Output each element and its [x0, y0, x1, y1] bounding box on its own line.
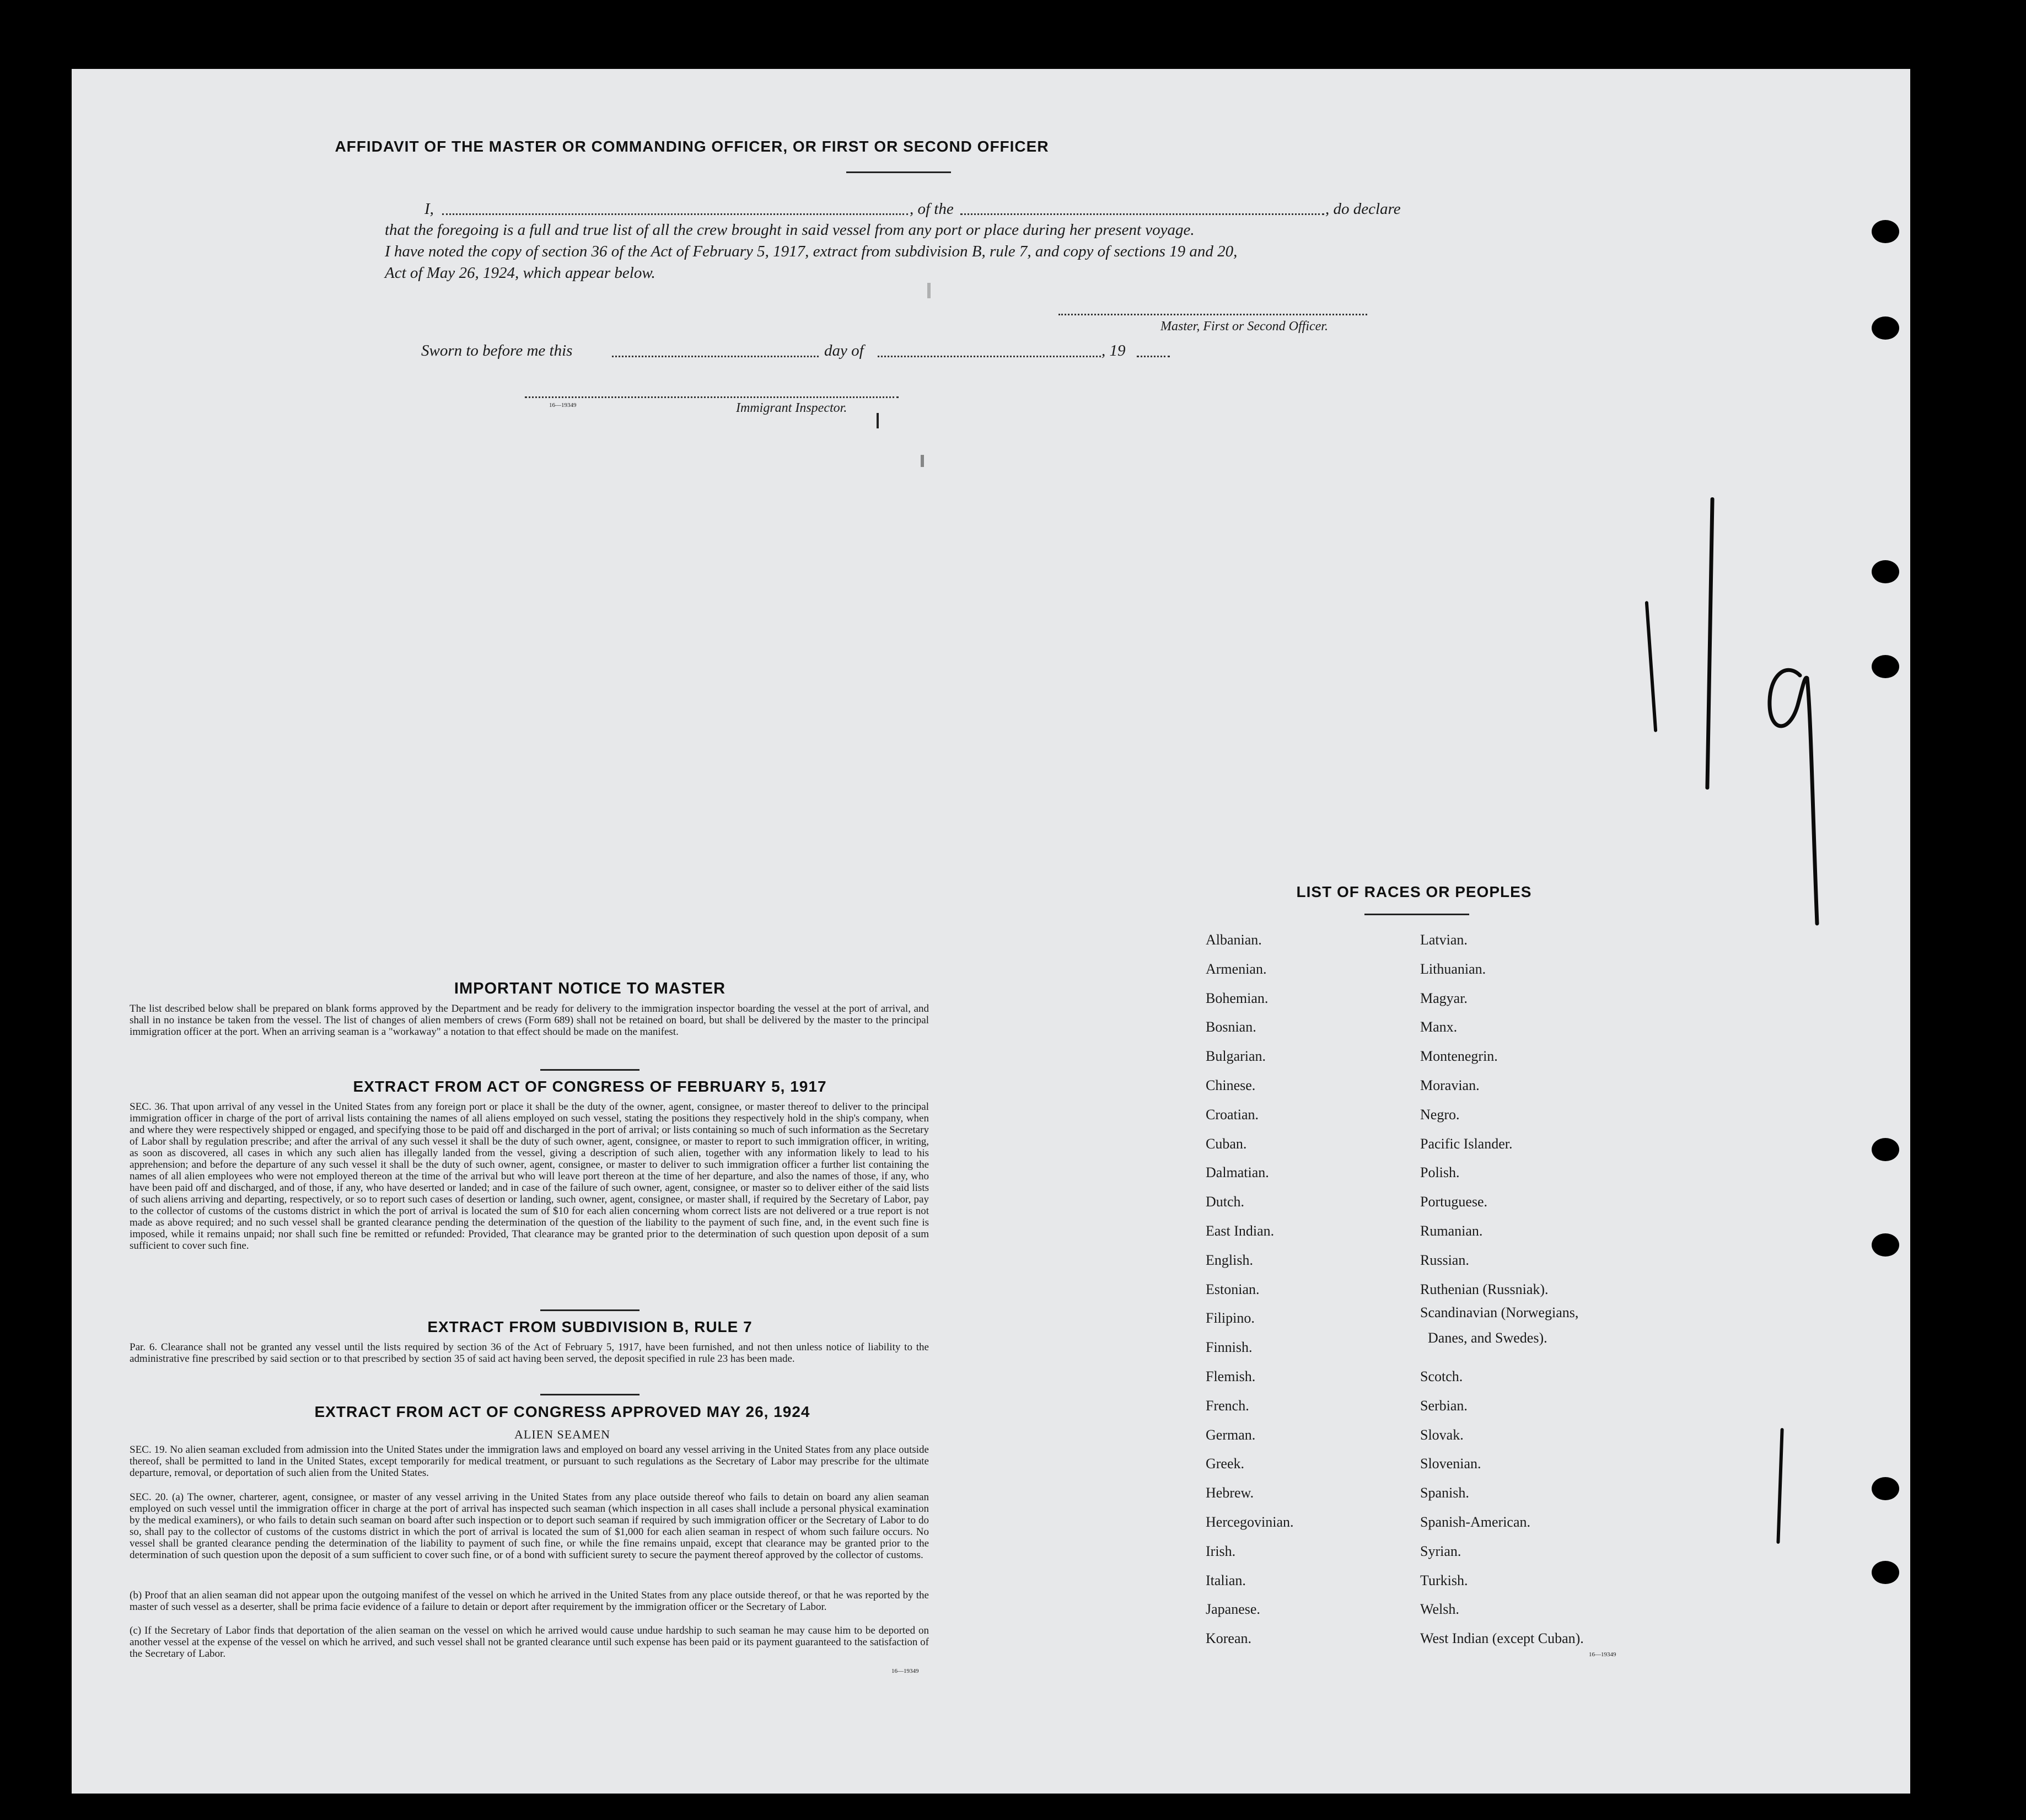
race-item: Greek.	[1206, 1456, 1245, 1472]
punch-hole	[1872, 1138, 1899, 1161]
race-item: Cuban.	[1206, 1136, 1247, 1152]
extract1924-subtitle: ALIEN SEAMEN	[514, 1427, 610, 1441]
race-item: Pacific Islander.	[1420, 1136, 1513, 1152]
race-item: Albanian.	[1206, 932, 1262, 948]
handwritten-stroke	[1705, 497, 1714, 790]
race-scandinavian-cont: Danes, and Swedes).	[1428, 1330, 1547, 1346]
race-item: Lithuanian.	[1420, 961, 1486, 977]
race-item: Welsh.	[1420, 1601, 1459, 1617]
extract1917-text: SEC. 36. That upon arrival of any vessel in the United States from any foreign port or place it shall be the duty of the owner, agent, consignee, or master thereof to deliver to the principal immigration officer in charge of the port of arrival lists containing the names of all aliens employed on such vessel, stating the positions they respectively hold in the ship's company, when and where they were respectively shipped or engaged, and specifying those to be paid off and discharged in the port of arrival; or lists containing so much of such information as the Secretary of Labor shall by regulation prescribe; and after the arrival of any such vessel it shall be the duty of such owner, agent, consignee, or master to report to such immigration officer, in writing, as soon as discovered, all cases in which any such alien has illegally landed from the vessel, giving a description of such alien, together with any information likely to lead to his apprehension; and before the departure of any such vessel it shall be the duty of such owner, agent, consignee, or master to deliver to such immigration officer a further list containing the names of all alien employees who were not employed thereon at the time of the arrival but who will leave port thereon at the time of her departure, and also the names of those, if any, who have been paid off and discharged, and of those, if any, who have deserted or landed; and in case of the failure of such owner, agent, consignee, or master so to deliver either of the said lists of such aliens arriving and departing, respectively, or so to report such cases of desertion or landing, such owner, agent, consignee, or master shall, if required by the Secretary of Labor, pay to the collector of customs of the customs district in which the port of arrival is located the sum of $10 for each alien concerning whom correct lists are not delivered or a true report is not made as above required; and no such vessel shall be granted clearance pending the determination of the question of the liability to the payment of such fine, and, in the event such fine is imposed, while it remains unpaid; nor shall such fine be remitted or refunded: Provided, That clearance may be granted prior to the determination of such question upon deposit of a sum sufficient to cover such fine.	[130, 1101, 929, 1252]
extract1924-sec20b: (b) Proof that an alien seaman did not appear upon the outgoing manifest of the vessel on which he arrived in the United States from any place outside thereof, or that he was reported by the master of such vessel as a deserter, shall be prima facie evidence of a failure to detain or deport after requirement by the immigration officer or the Secretary of Labor.	[130, 1590, 929, 1613]
race-item: Moravian.	[1420, 1077, 1480, 1093]
scan-artifact	[877, 413, 879, 428]
punch-hole	[1872, 316, 1899, 340]
race-item: Bosnian.	[1206, 1019, 1256, 1035]
inspector-label: Immigrant Inspector.	[736, 401, 847, 415]
race-item: Portuguese.	[1420, 1194, 1488, 1210]
race-item: Turkish.	[1420, 1572, 1468, 1588]
race-item: Serbian.	[1420, 1398, 1468, 1414]
race-item: Bohemian.	[1206, 990, 1269, 1006]
race-item: Polish.	[1420, 1164, 1460, 1180]
sworn-prefix: Sworn to before me this	[421, 342, 573, 359]
race-item: Manx.	[1420, 1019, 1458, 1035]
extract1924-sec20a: SEC. 20. (a) The owner, charterer, agent, consignee, or master of any vessel arriving in the United States from any place outside thereof who fails to detain on board any alien seaman employed on such vessel until the immigration officer in charge at the port of arrival has inspected such seaman (which inspection in all cases shall include a personal physical examination by the medical examiners), or who fails to detain such seaman on board after such inspection or to deport such seaman if required by such immigration officer or the Secretary of Labor to do so, shall pay to the collector of customs of the customs district in which the port of arrival is located the sum of $1,000 for each alien seaman in respect of whom such failure occurs. No vessel shall be granted clearance pending the determination of the liability to payment of such fine, or while the fine remains unpaid, except that clearance may be granted prior to the determination of such question upon the deposit of a sum sufficient to cover such fine, or of a bond with sufficient surety to secure the payment thereof approved by the collector of customs.	[130, 1491, 929, 1561]
punch-hole	[1872, 220, 1899, 243]
rule7-divider	[540, 1394, 639, 1395]
race-item: Chinese.	[1206, 1077, 1256, 1093]
extract1924-form-number: 16—19349	[891, 1668, 919, 1674]
race-item: Magyar.	[1420, 990, 1468, 1006]
vessel-blank	[960, 213, 1324, 215]
scan-artifact	[927, 283, 931, 298]
race-item: Croatian.	[1206, 1107, 1259, 1123]
race-item: Scandinavian (Norwegians,	[1420, 1304, 1579, 1320]
handwritten-nine	[1748, 637, 1858, 946]
race-item: West Indian (except Cuban).	[1420, 1630, 1584, 1646]
races-divider	[1364, 914, 1469, 915]
race-item: Montenegrin.	[1420, 1048, 1498, 1064]
race-item: East Indian.	[1206, 1223, 1275, 1239]
rule7-title: EXTRACT FROM SUBDIVISION B, RULE 7	[427, 1318, 753, 1335]
handwritten-stroke	[1776, 1428, 1783, 1544]
races-title: LIST OF RACES OR PEOPLES	[1296, 883, 1532, 900]
notice-title: IMPORTANT NOTICE TO MASTER	[454, 980, 726, 997]
race-item: Italian.	[1206, 1572, 1246, 1588]
race-item: Dalmatian.	[1206, 1164, 1269, 1180]
race-item: Filipino.	[1206, 1310, 1255, 1326]
extract1917-divider	[540, 1309, 639, 1311]
race-item: French.	[1206, 1398, 1249, 1414]
affidavit-line3: I have noted the copy of section 36 of the Act of February 5, 1917, extract from subdivision B, rule 7, and copy of sections 19 and 20,	[385, 243, 1238, 260]
race-item: Japanese.	[1206, 1601, 1260, 1617]
race-item: Flemish.	[1206, 1368, 1256, 1384]
signature-blank	[1058, 314, 1367, 315]
name-blank	[442, 213, 908, 215]
race-item: Finnish.	[1206, 1339, 1253, 1355]
affidavit-title: AFFIDAVIT OF THE MASTER OR COMMANDING OFFICER, OR FIRST OR SECOND OFFICER	[335, 138, 1049, 155]
race-item: Dutch.	[1206, 1194, 1245, 1210]
sworn-day-of: day of	[824, 342, 864, 359]
notice-text: The list described below shall be prepared on blank forms approved by the Department and be ready for delivery to the immigration inspector boarding the vessel at the port of arrival, and shall in no instance be taken from the vessel. The list of changes of alien members of crews (Form 689) shall not be retained on board, but shall be delivered by the master to the principal immigration officer at the port. When an arriving seaman is a "workaway" a notation to that effect should be made on the manifest.	[130, 1003, 929, 1038]
sworn-year: , 19	[1101, 342, 1126, 359]
extract1924-sec19: SEC. 19. No alien seaman excluded from admission into the United States under the immigration laws and employed on board any vessel arriving in the United States from any place outside thereof, shall be permitted to land in the United States, except temporarily for medical treatment, or pursuant to such regulations as the Secretary of Labor may prescribe for the ultimate departure, removal, or deportation of such alien from the United States.	[130, 1444, 929, 1479]
inspector-blank	[525, 396, 899, 398]
rule7-text: Par. 6. Clearance shall not be granted any vessel until the lists required by section 36 of the Act of February 5, 1917, have been furnished, and not then unless notice of liability to the administrative fine prescribed by said section or to that prescribed by section 35 of said act having been served, the deposit specified in rule 23 has been made.	[130, 1341, 929, 1365]
extract1924-sec20c: (c) If the Secretary of Labor finds that deportation of the alien seaman on the vessel on which he arrived would cause undue hardship to such seaman he may cause him to be deported on another vessel at the expense of the vessel on which he arrived, and such vessel shall not be granted clearance until such expense has been paid or its payment guaranteed to the satisfaction of the Secretary of Labor.	[130, 1625, 929, 1660]
race-item: Armenian.	[1206, 961, 1267, 977]
race-item: Ruthenian (Russniak).	[1420, 1281, 1549, 1297]
form-sheet	[72, 69, 1910, 1794]
extract1917-title: EXTRACT FROM ACT OF CONGRESS OF FEBRUARY 5, 1917	[353, 1078, 827, 1095]
affidavit-of-the: , of the	[910, 200, 954, 218]
race-item: English.	[1206, 1252, 1253, 1268]
sworn-day-blank	[612, 356, 819, 357]
race-item: Rumanian.	[1420, 1223, 1483, 1239]
race-item: Irish.	[1206, 1543, 1236, 1559]
scan-artifact	[921, 455, 924, 467]
race-item: Estonian.	[1206, 1281, 1260, 1297]
punch-hole	[1872, 560, 1899, 583]
punch-hole	[1872, 1233, 1899, 1257]
signature-label: Master, First or Second Officer.	[1160, 319, 1328, 334]
affidavit-form-number: 16—19349	[549, 402, 577, 409]
race-item: Hebrew.	[1206, 1485, 1254, 1501]
race-item: Slovenian.	[1420, 1456, 1481, 1472]
race-item: Syrian.	[1420, 1543, 1461, 1559]
affidavit-declare: , do declare	[1325, 200, 1401, 218]
punch-hole	[1872, 1477, 1899, 1500]
punch-hole	[1872, 1561, 1899, 1584]
race-item: Spanish.	[1420, 1485, 1469, 1501]
notice-divider	[540, 1069, 639, 1071]
race-item: Bulgarian.	[1206, 1048, 1266, 1064]
sworn-month-blank	[878, 356, 1101, 357]
affidavit-line4: Act of May 26, 1924, which appear below.	[385, 264, 655, 282]
title-divider	[846, 171, 951, 173]
handwritten-stroke	[1645, 601, 1658, 732]
extract1924-title: EXTRACT FROM ACT OF CONGRESS APPROVED MAY 26, 1924	[314, 1403, 810, 1420]
race-item: German.	[1206, 1427, 1256, 1443]
race-item: Slovak.	[1420, 1427, 1464, 1443]
race-item: Hercegovinian.	[1206, 1514, 1294, 1530]
races-form-number: 16—19349	[1589, 1651, 1616, 1658]
race-item: Negro.	[1420, 1107, 1460, 1123]
affidavit-i: I,	[424, 200, 434, 218]
sworn-year-blank	[1137, 356, 1170, 357]
race-item: Spanish-American.	[1420, 1514, 1531, 1530]
race-item: Latvian.	[1420, 932, 1468, 948]
race-item: Scotch.	[1420, 1368, 1463, 1384]
race-item: Russian.	[1420, 1252, 1469, 1268]
punch-hole	[1872, 655, 1899, 678]
race-item: Korean.	[1206, 1630, 1252, 1646]
affidavit-line2: that the foregoing is a full and true list of all the crew brought in said vessel from any port or place during her present voyage.	[385, 221, 1195, 239]
